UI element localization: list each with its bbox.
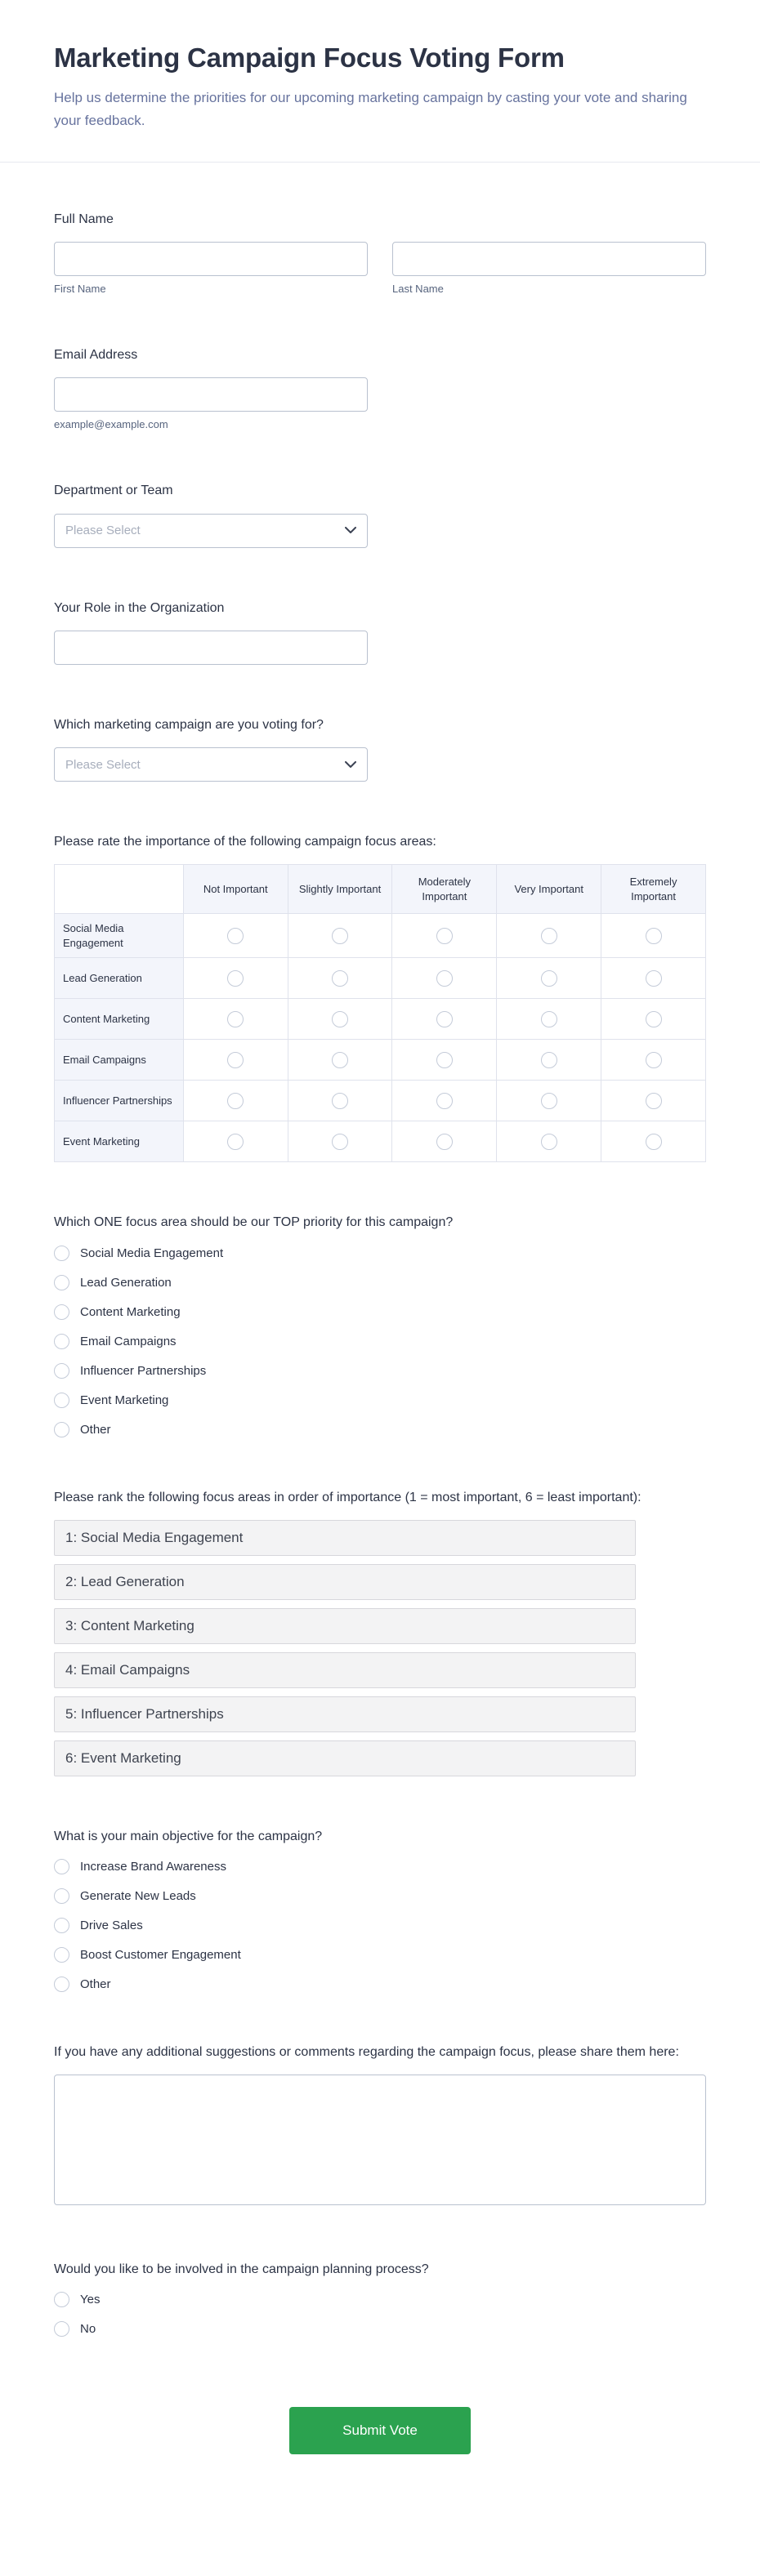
question-full-name xyxy=(54,210,706,295)
question-importance-matrix xyxy=(54,832,706,1162)
full-name-inputs xyxy=(54,242,706,295)
question-ranking xyxy=(54,1488,706,1776)
matrix-row-label: Content Marketing xyxy=(55,999,184,1040)
rank-item[interactable] xyxy=(54,1740,636,1776)
top-priority-options xyxy=(54,1246,706,1437)
radio-icon[interactable] xyxy=(54,1888,69,1904)
radio-option-label: No xyxy=(80,2322,96,2337)
comments-textarea[interactable] xyxy=(54,2075,706,2205)
involvement-options xyxy=(54,2292,706,2337)
radio-option[interactable] xyxy=(54,1947,706,1963)
radio-icon[interactable] xyxy=(54,1422,69,1437)
matrix-row-label: Email Campaigns xyxy=(55,1040,184,1081)
ranking-list xyxy=(54,1520,706,1776)
radio-icon[interactable] xyxy=(54,2321,69,2337)
rank-item-label: 4: Email Campaigns xyxy=(65,1661,190,1678)
form-subtitle: Help us determine the priorities for our upcoming marketing campaign by casting your vote and sharing your feedback. xyxy=(54,90,687,129)
last-name-input[interactable] xyxy=(392,242,706,276)
question-top-priority xyxy=(54,1213,706,1437)
rank-item[interactable] xyxy=(54,1520,636,1556)
question-role xyxy=(54,599,706,665)
comments-label: If you have any additional suggestions or comments regarding the campaign focus, please share them here: xyxy=(54,2044,679,2059)
radio-option-label: Drive Sales xyxy=(80,1918,143,1932)
radio-option-label: Email Campaigns xyxy=(80,1334,177,1348)
radio-option-label: Boost Customer Engagement xyxy=(80,1947,241,1962)
matrix-row xyxy=(55,1081,706,1121)
campaign-select[interactable] xyxy=(54,747,368,782)
department-select-value: Please Select xyxy=(65,524,141,538)
matrix-radio[interactable] xyxy=(332,928,348,944)
radio-option[interactable] xyxy=(54,1888,706,1904)
radio-option-label: Influencer Partnerships xyxy=(80,1363,207,1378)
chevron-down-icon xyxy=(345,761,356,769)
radio-option-label: Content Marketing xyxy=(80,1304,181,1319)
radio-icon[interactable] xyxy=(54,1859,69,1874)
matrix-radio[interactable] xyxy=(541,970,557,987)
submit-row xyxy=(54,2387,706,2511)
matrix-radio[interactable] xyxy=(436,1011,453,1027)
matrix-row xyxy=(55,914,706,958)
top-priority-label: Which ONE focus area should be our TOP priority for this campaign? xyxy=(54,1215,454,1230)
matrix-row-label: Influencer Partnerships xyxy=(55,1081,184,1121)
campaign-label: Which marketing campaign are you voting for? xyxy=(54,717,324,732)
matrix-radio[interactable] xyxy=(227,970,244,987)
question-objective xyxy=(54,1827,706,1992)
matrix-radio[interactable] xyxy=(436,1052,453,1068)
matrix-col-header: Extremely Important xyxy=(601,865,706,914)
matrix-radio[interactable] xyxy=(646,970,662,987)
radio-option-label: Yes xyxy=(80,2293,101,2307)
matrix-radio[interactable] xyxy=(646,1093,662,1109)
rank-item[interactable] xyxy=(54,1564,636,1600)
matrix-radio[interactable] xyxy=(436,1093,453,1109)
matrix-radio[interactable] xyxy=(332,970,348,987)
radio-icon[interactable] xyxy=(54,1334,69,1349)
last-name-sublabel: Last Name xyxy=(392,283,444,296)
radio-option-label: Event Marketing xyxy=(80,1393,169,1407)
full-name-label: Full Name xyxy=(54,212,114,227)
submit-button[interactable]: Submit Vote xyxy=(289,2407,471,2454)
radio-option-label: Other xyxy=(80,1977,111,1991)
matrix-radio[interactable] xyxy=(646,1011,662,1027)
rank-item-label: 1: Social Media Engagement xyxy=(65,1529,244,1545)
matrix-radio[interactable] xyxy=(436,1134,453,1150)
rank-item-label: 5: Influencer Partnerships xyxy=(65,1705,224,1722)
rank-item[interactable] xyxy=(54,1696,636,1732)
matrix-col-header: Not Important xyxy=(183,865,288,914)
question-email xyxy=(54,345,706,430)
radio-option[interactable] xyxy=(54,2292,706,2307)
radio-option[interactable] xyxy=(54,1363,706,1379)
radio-icon[interactable] xyxy=(54,1393,69,1408)
department-label: Department or Team xyxy=(54,484,173,498)
rank-item-label: 6: Event Marketing xyxy=(65,1749,181,1766)
radio-option[interactable] xyxy=(54,1918,706,1933)
matrix-row xyxy=(55,999,706,1040)
email-sublabel: example@example.com xyxy=(54,418,168,431)
radio-option[interactable] xyxy=(54,1422,706,1437)
matrix-radio[interactable] xyxy=(227,1093,244,1109)
radio-option-label: Other xyxy=(80,1422,111,1437)
matrix-col-header: Very Important xyxy=(497,865,601,914)
radio-option[interactable] xyxy=(54,1275,706,1290)
department-select[interactable] xyxy=(54,514,368,548)
radio-option-label: Lead Generation xyxy=(80,1275,172,1290)
radio-option-label: Social Media Engagement xyxy=(80,1246,224,1260)
matrix-col-header: Slightly Important xyxy=(288,865,392,914)
radio-option[interactable] xyxy=(54,2321,706,2337)
radio-option-label: Increase Brand Awareness xyxy=(80,1859,226,1874)
matrix-col-header: Moderately Important xyxy=(392,865,497,914)
matrix-row xyxy=(55,1121,706,1162)
matrix-row xyxy=(55,958,706,999)
matrix-radio[interactable] xyxy=(227,1134,244,1150)
radio-option[interactable] xyxy=(54,1859,706,1874)
matrix-header-row xyxy=(55,865,706,914)
radio-icon[interactable] xyxy=(54,1275,69,1290)
form-title: Marketing Campaign Focus Voting Form xyxy=(54,42,565,73)
matrix-radio[interactable] xyxy=(541,1052,557,1068)
radio-icon[interactable] xyxy=(54,1947,69,1963)
matrix-row-label: Lead Generation xyxy=(55,958,184,999)
matrix-radio[interactable] xyxy=(436,970,453,987)
matrix-radio[interactable] xyxy=(332,1093,348,1109)
matrix-radio[interactable] xyxy=(332,1134,348,1150)
matrix-radio[interactable] xyxy=(227,928,244,944)
matrix-radio[interactable] xyxy=(332,1052,348,1068)
matrix-corner-cell xyxy=(55,865,184,914)
matrix-radio[interactable] xyxy=(646,1052,662,1068)
question-comments xyxy=(54,2043,706,2209)
last-name-group xyxy=(392,242,706,295)
matrix-label: Please rate the importance of the following campaign focus areas: xyxy=(54,835,436,849)
rank-item-label: 2: Lead Generation xyxy=(65,1573,185,1589)
question-department xyxy=(54,481,706,547)
rank-item-label: 3: Content Marketing xyxy=(65,1617,194,1633)
radio-icon[interactable] xyxy=(54,1918,69,1933)
chevron-down-icon xyxy=(345,527,356,534)
radio-option-label: Generate New Leads xyxy=(80,1888,196,1903)
question-involvement xyxy=(54,2260,706,2337)
matrix-radio[interactable] xyxy=(227,1011,244,1027)
involvement-label: Would you like to be involved in the campaign planning process? xyxy=(54,2262,429,2277)
radio-option[interactable] xyxy=(54,1246,706,1261)
question-campaign xyxy=(54,715,706,782)
form-header xyxy=(0,0,760,163)
campaign-select-value: Please Select xyxy=(65,757,141,772)
matrix-radio[interactable] xyxy=(436,928,453,944)
email-input[interactable] xyxy=(54,377,368,412)
radio-option[interactable] xyxy=(54,1977,706,1992)
matrix-radio[interactable] xyxy=(332,1011,348,1027)
first-name-sublabel: First Name xyxy=(54,283,106,296)
matrix-radio[interactable] xyxy=(227,1052,244,1068)
radio-icon[interactable] xyxy=(54,1246,69,1261)
radio-icon[interactable] xyxy=(54,1977,69,1992)
form-body xyxy=(0,163,760,2511)
first-name-group xyxy=(54,242,368,295)
radio-option[interactable] xyxy=(54,1393,706,1408)
radio-option[interactable] xyxy=(54,1304,706,1320)
matrix-row-label: Social Media Engagement xyxy=(55,914,184,958)
matrix-radio[interactable] xyxy=(541,928,557,944)
matrix-radio[interactable] xyxy=(646,928,662,944)
matrix-radio[interactable] xyxy=(646,1134,662,1150)
ranking-label: Please rank the following focus areas in order of importance (1 = most important, 6 = least important): xyxy=(54,1490,642,1504)
rank-item[interactable] xyxy=(54,1652,636,1688)
matrix-row-label: Event Marketing xyxy=(55,1121,184,1162)
radio-icon[interactable] xyxy=(54,2292,69,2307)
rank-item[interactable] xyxy=(54,1608,636,1644)
matrix-radio[interactable] xyxy=(541,1134,557,1150)
objective-options xyxy=(54,1859,706,1992)
role-input[interactable] xyxy=(54,631,368,665)
radio-icon[interactable] xyxy=(54,1304,69,1320)
matrix-radio[interactable] xyxy=(541,1011,557,1027)
first-name-input[interactable] xyxy=(54,242,368,276)
matrix-row xyxy=(55,1040,706,1081)
matrix-radio[interactable] xyxy=(541,1093,557,1109)
email-label: Email Address xyxy=(54,348,138,363)
radio-option[interactable] xyxy=(54,1334,706,1349)
objective-label: What is your main objective for the campaign? xyxy=(54,1829,323,1843)
importance-matrix-table xyxy=(54,864,706,1162)
role-label: Your Role in the Organization xyxy=(54,600,225,615)
radio-icon[interactable] xyxy=(54,1363,69,1379)
